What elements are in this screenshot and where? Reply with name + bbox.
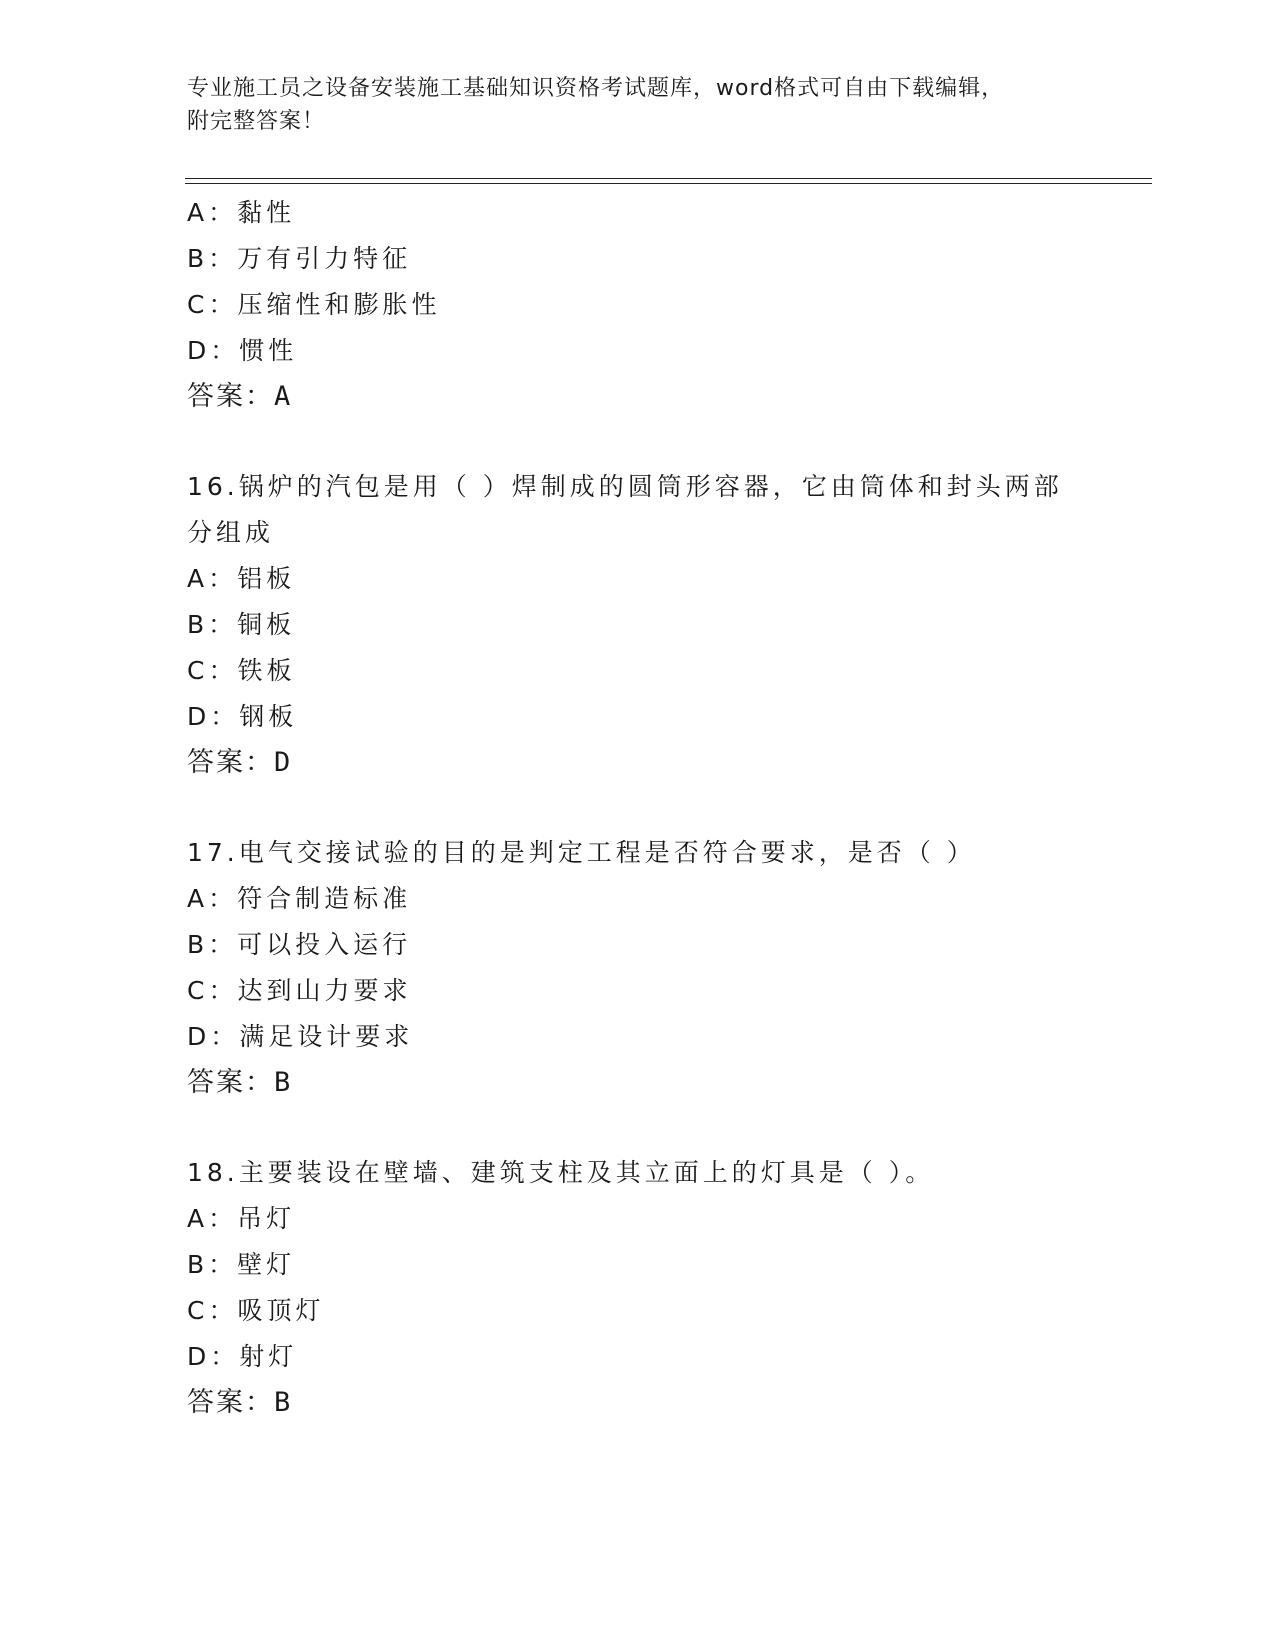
answer-label: 答案： bbox=[187, 1387, 274, 1418]
answer-label: 答案： bbox=[187, 1067, 274, 1098]
answer-line bbox=[187, 374, 1087, 420]
answer-line bbox=[187, 740, 1087, 786]
question-text-line-2: 分组成 bbox=[187, 518, 275, 547]
header-divider bbox=[185, 178, 1152, 184]
question-block-18 bbox=[187, 1150, 1087, 1426]
option-b: B：铜板 bbox=[187, 610, 296, 639]
option-a: A：吊灯 bbox=[187, 1204, 296, 1233]
option-d: D：满足设计要求 bbox=[187, 1022, 414, 1051]
question-text-line-1: 16.锅炉的汽包是用（ ）焊制成的圆筒形容器，它由筒体和封头两部 bbox=[187, 472, 1063, 501]
block-spacer bbox=[187, 786, 1087, 830]
question-block-15 bbox=[187, 190, 1087, 420]
option-b: B：可以投入运行 bbox=[187, 930, 412, 959]
answer-line bbox=[187, 1380, 1087, 1426]
question-text-line-1: 18.主要装设在壁墙、建筑支柱及其立面上的灯具是（ ）。 bbox=[187, 1158, 935, 1187]
answer-value: B bbox=[274, 1067, 293, 1098]
answer-line bbox=[187, 1060, 1087, 1106]
option-d: D：惯性 bbox=[187, 336, 298, 365]
question-list bbox=[187, 190, 1087, 1426]
header-line-2: 附完整答案！ bbox=[187, 109, 326, 134]
question-text-line-1: 17.电气交接试验的目的是判定工程是否符合要求，是否（ ） bbox=[187, 838, 976, 867]
option-d: D：钢板 bbox=[187, 702, 298, 731]
option-d: D：射灯 bbox=[187, 1342, 298, 1371]
answer-value: B bbox=[274, 1387, 293, 1418]
option-c: C：达到山力要求 bbox=[187, 976, 412, 1005]
option-c: C：吸顶灯 bbox=[187, 1296, 325, 1325]
option-a: A：黏性 bbox=[187, 198, 296, 227]
option-c: C：压缩性和膨胀性 bbox=[187, 290, 441, 319]
document-header bbox=[187, 72, 1067, 138]
question-block-16 bbox=[187, 464, 1087, 786]
answer-value: D bbox=[274, 747, 293, 778]
option-c: C：铁板 bbox=[187, 656, 296, 685]
option-b: B：壁灯 bbox=[187, 1250, 296, 1279]
question-block-17 bbox=[187, 830, 1087, 1106]
option-a: A：铝板 bbox=[187, 564, 296, 593]
block-spacer bbox=[187, 420, 1087, 464]
option-a: A：符合制造标准 bbox=[187, 884, 412, 913]
answer-label: 答案： bbox=[187, 381, 274, 412]
block-spacer bbox=[187, 1106, 1087, 1150]
header-line-1: 专业施工员之设备安装施工基础知识资格考试题库，word格式可自由下载编辑， bbox=[187, 76, 1005, 101]
option-b: B：万有引力特征 bbox=[187, 244, 412, 273]
answer-value: A bbox=[274, 381, 293, 412]
answer-label: 答案： bbox=[187, 747, 274, 778]
